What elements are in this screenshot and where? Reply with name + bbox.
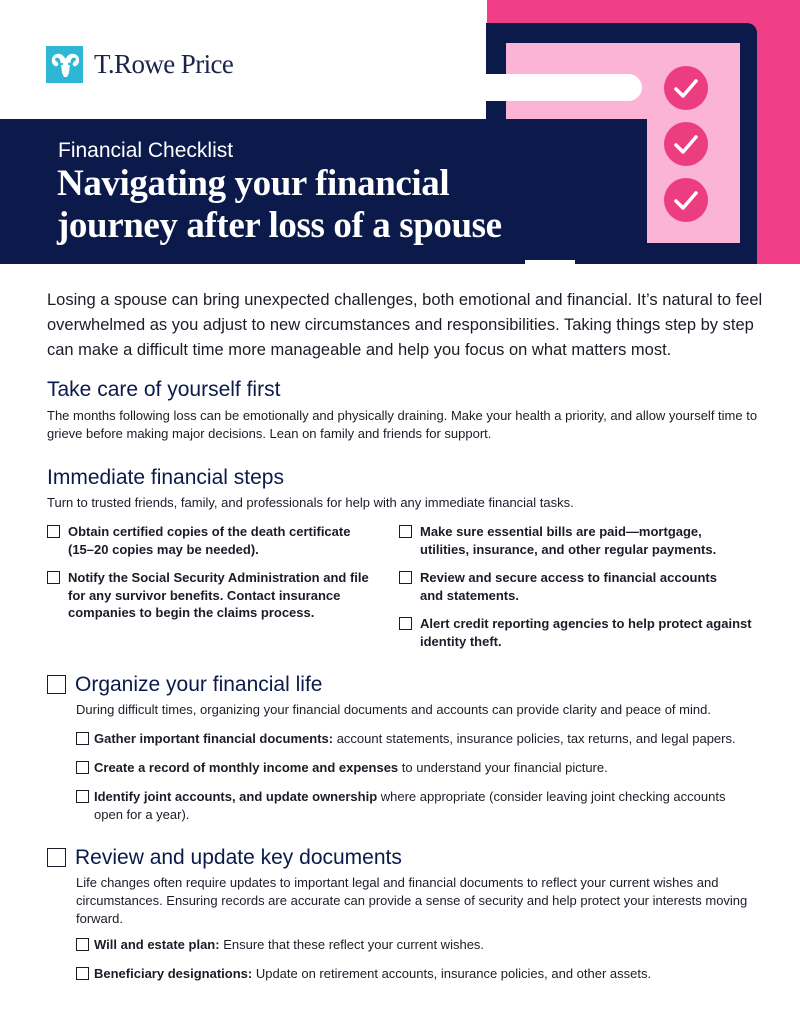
checklist-item-label: Alert credit reporting agencies to help protect against identity theft. — [420, 616, 752, 649]
review-paragraph: Life changes often require updates to important legal and financial documents to reflect your current wishes and circumstances. Ensuring records are accurate can provide a sense of security and help protect your interests moving forward. — [76, 875, 748, 926]
checklist-item-label: Notify the Social Security Administration and file for any survivor benefits. Contact insurance companies to begin the claims process. — [68, 570, 369, 620]
brand-logo — [46, 46, 233, 83]
checkmark-icon — [664, 178, 708, 222]
bighorn-ram-logo-icon — [46, 46, 83, 83]
checklist-item[interactable] — [76, 788, 756, 823]
checklist-item-title: Will and estate plan: — [94, 937, 220, 952]
checklist-item-detail: Ensure that these reflect your current wishes. — [219, 937, 485, 952]
checklist-item-label: Review and secure access to financial accounts and statements. — [420, 570, 717, 603]
section-heading-review: Review and update key documents — [75, 846, 402, 869]
checklist-item-label: Make sure essential bills are paid—mortgage, utilities, insurance, and other regular payments. — [420, 524, 717, 557]
checkbox[interactable] — [399, 571, 412, 584]
checklist-item[interactable] — [76, 759, 766, 777]
checkbox[interactable] — [76, 967, 89, 980]
section-checkbox[interactable] — [47, 848, 66, 867]
section-heading-self-care: Take care of yourself first — [47, 378, 281, 401]
band-divider — [525, 260, 575, 264]
checklist-item[interactable] — [47, 523, 377, 558]
checkbox[interactable] — [76, 732, 89, 745]
checklist-item[interactable] — [399, 569, 719, 604]
section-checkbox[interactable] — [47, 675, 66, 694]
checkmark-icon — [664, 122, 708, 166]
checklist-item-detail: where appropriate (consider leaving joint checking accounts open for a year). — [94, 789, 726, 822]
checkbox[interactable] — [76, 790, 89, 803]
illustration-input-bar — [472, 74, 642, 101]
title-line: journey after loss of a spouse — [57, 205, 502, 246]
checklist-item-title: Create a record of monthly income and expenses — [94, 760, 399, 775]
checkmark-icon — [664, 66, 708, 110]
checkbox[interactable] — [76, 938, 89, 951]
checklist-item[interactable] — [399, 523, 754, 558]
checklist-item-title: Identify joint accounts, and update ownership — [94, 789, 378, 804]
checklist-item-label: Obtain certified copies of the death certificate (15–20 copies may be needed). — [68, 524, 351, 557]
checklist-item-detail: account statements, insurance policies, tax returns, and legal papers. — [333, 731, 736, 746]
checklist-item[interactable] — [76, 965, 766, 983]
intro-paragraph: Losing a spouse can bring unexpected challenges, both emotional and financial. It’s natural to feel overwhelmed as you adjust to new circumstances and responsibilities. Taking things step by step can make a difficult time more manageable and help you focus on what matters most. — [47, 291, 763, 359]
self-care-paragraph: The months following loss can be emotionally and physically draining. Make your health a priority, and allow yourself time to grieve before making major decisions. Lean on family and friends for support. — [47, 408, 758, 441]
checkbox[interactable] — [47, 525, 60, 538]
brand-name: T.Rowe Price — [94, 49, 234, 79]
immediate-paragraph: Turn to trusted friends, family, and professionals for help with any immediate financial tasks. — [47, 495, 574, 510]
page-title — [57, 163, 617, 247]
checkbox[interactable] — [399, 525, 412, 538]
checklist-item[interactable] — [76, 936, 766, 954]
checkbox[interactable] — [399, 617, 412, 630]
section-heading-immediate: Immediate financial steps — [47, 466, 284, 489]
document-subtitle: Financial Checklist — [58, 139, 234, 162]
organize-paragraph: During difficult times, organizing your financial documents and accounts can provide clarity and peace of mind. — [76, 702, 711, 717]
checklist-item[interactable] — [399, 615, 754, 650]
checkbox[interactable] — [76, 761, 89, 774]
checklist-item-detail: to understand your financial picture. — [398, 760, 608, 775]
checklist-item[interactable] — [47, 569, 377, 622]
checklist-item-title: Gather important financial documents: — [94, 731, 334, 746]
checklist-item[interactable] — [76, 730, 766, 748]
checklist-item-title: Beneficiary designations: — [94, 966, 253, 981]
checklist-item-detail: Update on retirement accounts, insurance policies, and other assets. — [252, 966, 652, 981]
title-line: Navigating your financial — [57, 163, 450, 204]
checkbox[interactable] — [47, 571, 60, 584]
section-heading-organize: Organize your financial life — [75, 673, 323, 696]
